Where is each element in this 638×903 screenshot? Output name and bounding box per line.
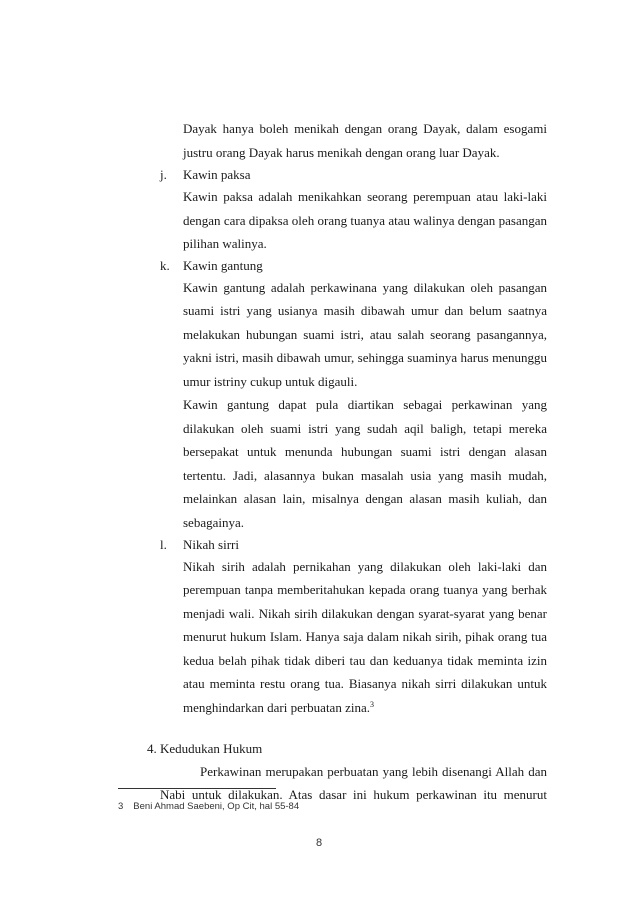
text-line: melakukan hubungan suami istri, atau salah seorang pasangannya, (183, 327, 547, 342)
text-line: Perkawinan merupakan perbuatan yang lebih disenangi Allah dan (200, 764, 547, 779)
text-line: Dayak hanya boleh menikah dengan orang Dayak, dalam esogami (183, 121, 547, 136)
section-heading: 4. Kedudukan Hukum (147, 741, 263, 756)
text-line: tertentu. Jadi, alasannya bukan masalah usia yang masih mudah, (183, 468, 547, 483)
footnote-reference[interactable]: 3 (369, 700, 374, 709)
footnote (118, 801, 299, 812)
footnote-text: Beni Ahmad Saebeni, Op Cit, hal 55-84 (133, 801, 300, 812)
list-item-title: Kawin paksa (183, 167, 251, 182)
text-line: Kawin gantung dapat pula diartikan sebagai perkawinan yang (183, 397, 547, 412)
list-label: k. (160, 258, 170, 273)
text-line: Kawin paksa adalah menikahkan seorang perempuan atau laki-laki (183, 189, 547, 204)
text-line: Kawin gantung adalah perkawinana yang dilakukan oleh pasangan (183, 280, 547, 295)
text-line: Nabi untuk dilakukan. Atas dasar ini hukum perkawinan itu menurut (160, 787, 547, 802)
list-label: l. (160, 537, 167, 552)
text-line: melainkan alasan lain, misalnya dengan alasan masih kuliah, dan (183, 491, 547, 506)
list-item-title: Nikah sirri (183, 537, 239, 552)
list-label: j. (160, 167, 167, 182)
list-item-title: Kawin gantung (183, 258, 263, 273)
text-line: Nikah sirih adalah pernikahan yang dilakukan oleh laki-laki dan (183, 559, 547, 574)
text-line: justru orang Dayak harus menikah dengan orang luar Dayak. (183, 145, 500, 160)
footnote-divider (118, 788, 276, 789)
text-line: umur istriny cukup untuk digauli. (183, 374, 358, 389)
text-line: dilakukan oleh suami istri yang sudah aqil baligh, tetapi mereka (183, 421, 547, 436)
text-line: dengan cara dipaksa oleh orang tuanya atau walinya dengan pasangan (183, 213, 547, 228)
text-line: pilihan walinya. (183, 236, 267, 251)
text-line-content: menghindarkan dari perbuatan zina. (183, 700, 370, 715)
text-line: suami istri yang usianya masih dibawah umur dan belum saatnya (183, 303, 547, 318)
text-line: sebagainya. (183, 515, 245, 530)
text-line: kedua belah pihak tidak diberi tau dan keduanya tidak meminta izin (183, 653, 547, 668)
text-line: yakni istri, masih dibawah umur, sehingga suaminya harus menunggu (183, 350, 547, 365)
text-line: menurut hukum Islam. Hanya saja dalam nikah sirih, pihak orang tua (183, 629, 547, 644)
text-line: atau meminta restu orang tua. Biasanya nikah sirri dilakukan untuk (183, 676, 547, 691)
text-line: menjadi wali. Nikah sirih dilakukan dengan syarat-syarat yang benar (183, 606, 547, 621)
footnote-number: 3 (118, 801, 124, 812)
page-number: 8 (315, 837, 323, 849)
text-line (183, 700, 547, 718)
text-line: perempuan tanpa memberitahukan kepada orang tuanya yang berhak (183, 582, 547, 597)
text-line: bersepakat untuk menunda hubungan suami istri dengan alasan (183, 444, 547, 459)
